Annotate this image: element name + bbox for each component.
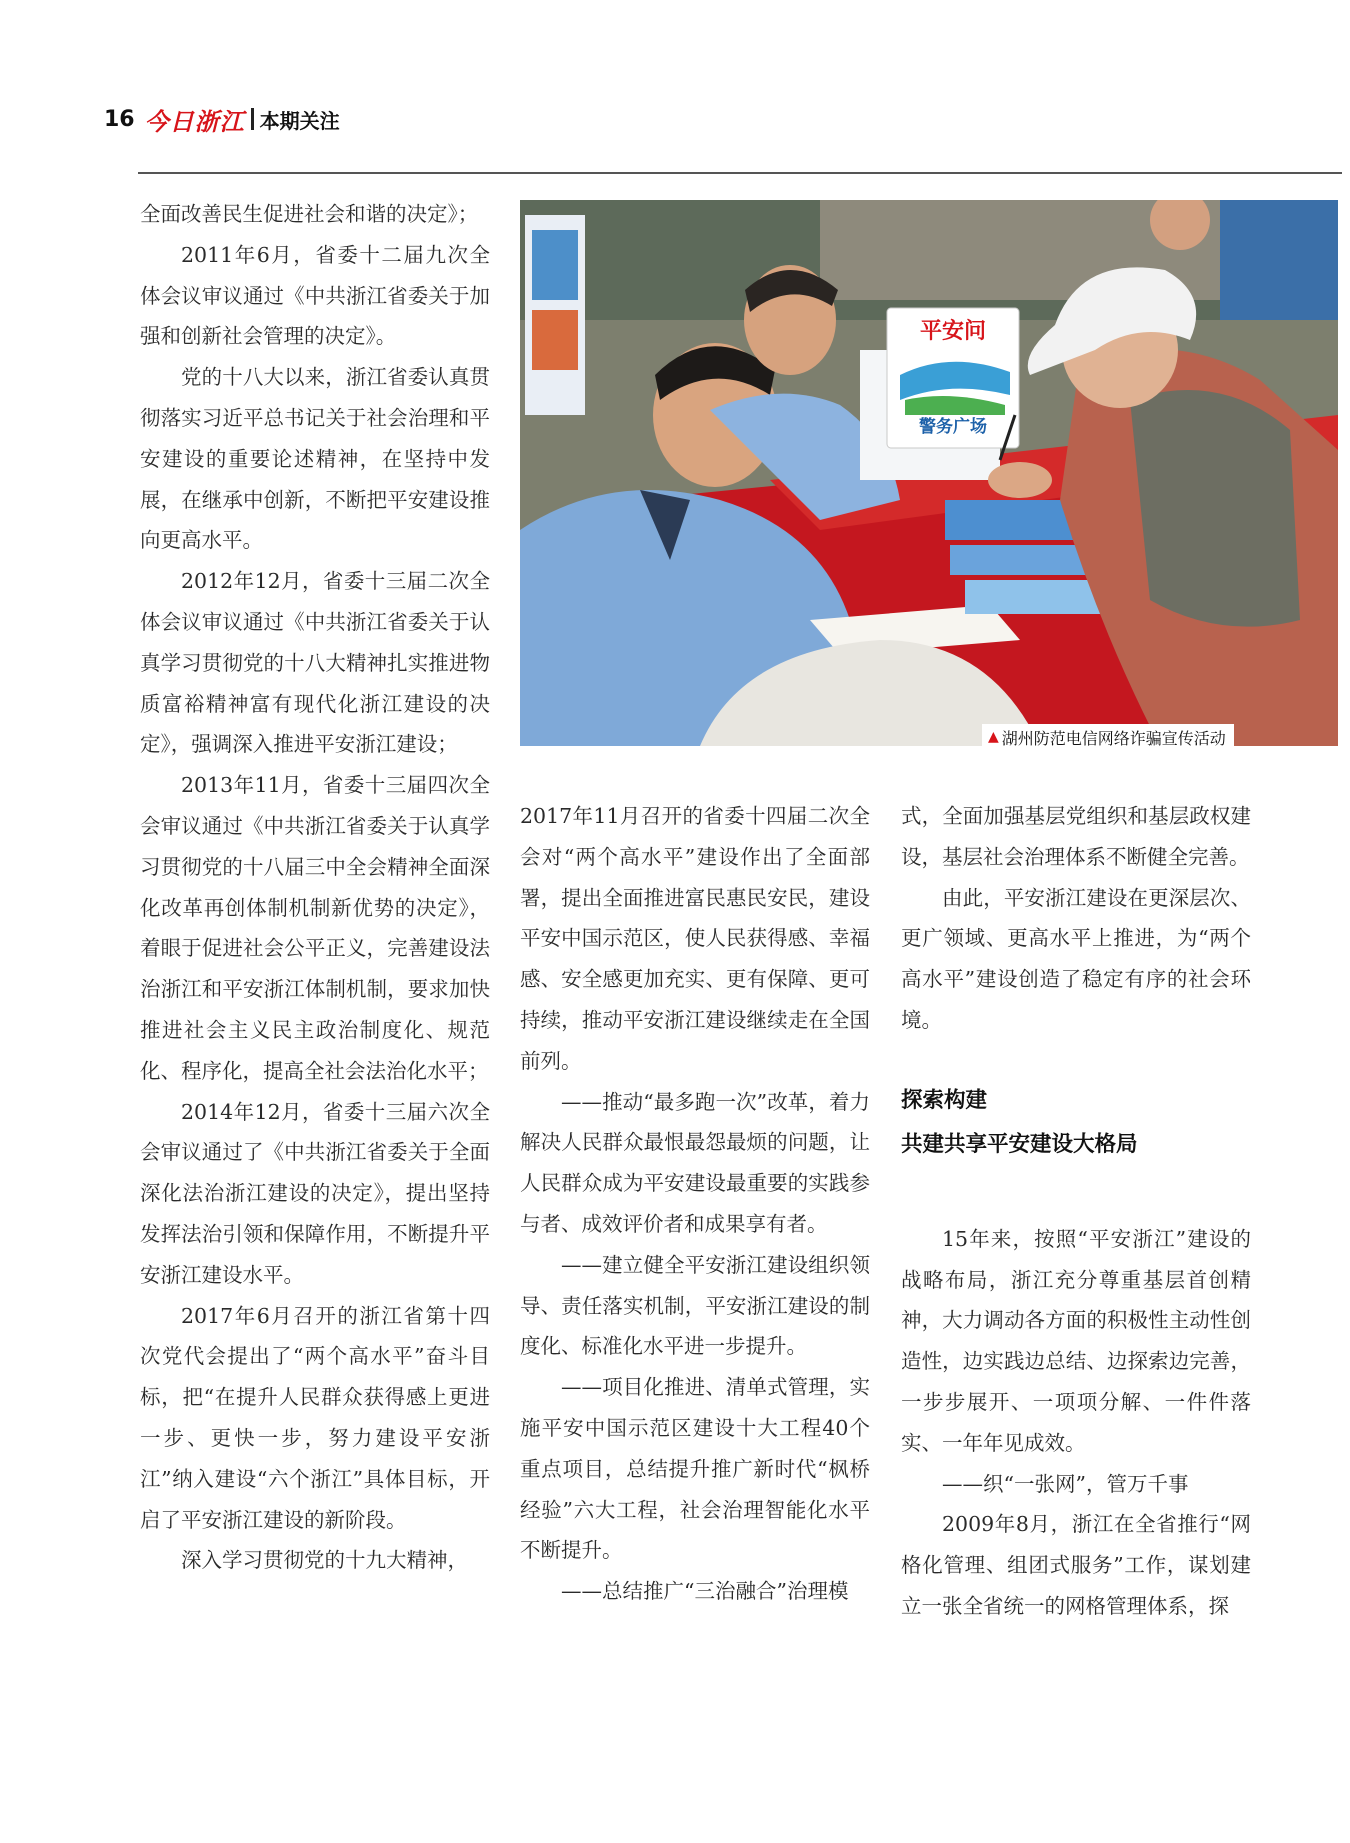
paragraph: 深入学习贯彻党的十九大精神， [181, 1548, 468, 1573]
text-column-3 [901, 796, 1251, 1627]
text-column-2 [520, 796, 870, 1612]
triangle-icon: ▲ [988, 729, 999, 745]
magazine-logo: 今日浙江 [144, 106, 245, 136]
paragraph: ——推动“最多跑一次”改革，着力解决人民群众最恨最怨最烦的问题，让人民群众成为平安建设最重要的实践参与者、成效评价者和成果享有者。 [520, 1089, 870, 1236]
paragraph: ——建立健全平安浙江建设组织领导、责任落实机制，平安浙江建设的制度化、标准化水平进一步提升。 [520, 1252, 870, 1359]
paragraph: 全面改善民生促进社会和谐的决定》； [140, 202, 479, 226]
page-header [104, 102, 340, 136]
paragraph: ——总结推广“三治融合”治理模 [561, 1579, 849, 1604]
news-photo [520, 200, 1338, 746]
header-rule [138, 172, 1342, 174]
photo-caption [982, 724, 1234, 750]
paragraph: 2014年12月，省委十三届六次全会审议通过了《中共浙江省委关于全面深化法治浙江建设的决定》，提出坚持发挥法治引领和保障作用，不断提升平安浙江建设水平。 [140, 1099, 490, 1287]
paragraph: ——织“一张网”，管万千事 [942, 1471, 1189, 1496]
paragraph: 2017年11月召开的省委十四届二次全会对“两个高水平”建设作出了全面部署，提出全面推进富民惠民安民，建设平安中国示范区，使人民获得感、幸福感、安全感更加充实、更有保障、更可持续，推动平安浙江建设继续走在全国前列。 [520, 804, 870, 1073]
section-subheading-line-2: 共建共享平安建设大格局 [901, 1131, 1138, 1157]
section-subheading-line-1: 探索构建 [901, 1087, 988, 1113]
paragraph: 党的十八大以来，浙江省委认真贯彻落实习近平总书记关于社会治理和平安建设的重要论述精神，在坚持中发展，在继承中创新，不断把平安建设推向更高水平。 [140, 365, 490, 553]
paragraph: 2012年12月，省委十三届二次全体会议审议通过《中共浙江省委关于认真学习贯彻党的十八大精神扎实推进物质富裕精神富有现代化浙江建设的决定》，强调深入推进平安浙江建设； [140, 569, 490, 757]
paragraph: ——项目化推进、清单式管理，实施平安中国示范区建设十大工程40个重点项目，总结提升推广新时代“枫桥经验”六大工程，社会治理智能化水平不断提升。 [520, 1375, 870, 1563]
paragraph: 2011年6月，省委十二届九次全体会议审议通过《中共浙江省委关于加强和创新社会管理的决定》。 [140, 242, 490, 349]
paragraph: 由此，平安浙江建设在更深层次、更广领域、更高水平上推进，为“两个高水平”建设创造了稳定有序的社会环境。 [901, 885, 1251, 1032]
spacer [901, 1041, 1251, 1079]
sign-title: 平安问 [919, 319, 987, 344]
caption-text: 湖州防范电信网络诈骗宣传活动 [1001, 728, 1226, 748]
page-number: 16 [104, 106, 135, 132]
paragraph: 2013年11月，省委十三届四次全会审议通过《中共浙江省委关于认真学习贯彻党的十八届三中全会精神全面深化改革再创体制机制新优势的决定》，着眼于促进社会公平正义，完善建设法治浙江和平安浙江体制机制，要求加快推进社会主义民主政治制度化、规范化、程序化，提高全社会法治化水平； [140, 773, 490, 1083]
paragraph: 2009年8月，浙江在全省推行“网格化管理、组团式服务”工作，谋划建立一张全省统一的网格管理体系，探 [901, 1512, 1251, 1618]
paragraph: 式，全面加强基层党组织和基层政权建设，基层社会治理体系不断健全完善。 [901, 804, 1251, 869]
info-sign [887, 308, 1019, 448]
paragraph: 2017年6月召开的浙江省第十四次党代会提出了“两个高水平”奋斗目标，把“在提升人民群众获得感上更进一步、更快一步，努力建设平安浙江”纳入建设“六个浙江”具体目标，开启了平安浙江建设的新阶段。 [140, 1303, 490, 1532]
paragraph: 15年来，按照“平安浙江”建设的战略布局，浙江充分尊重基层首创精神，大力调动各方面的积极性主动性创造性，边实践边总结、边探索边完善，一步步展开、一项项分解、一件件落实、一年年见成效。 [901, 1226, 1251, 1455]
sign-subtitle: 警务广场 [919, 417, 987, 437]
spacer [901, 1167, 1251, 1219]
text-column-1 [140, 194, 490, 1581]
header-separator [251, 108, 254, 130]
section-title: 本期关注 [259, 108, 340, 133]
